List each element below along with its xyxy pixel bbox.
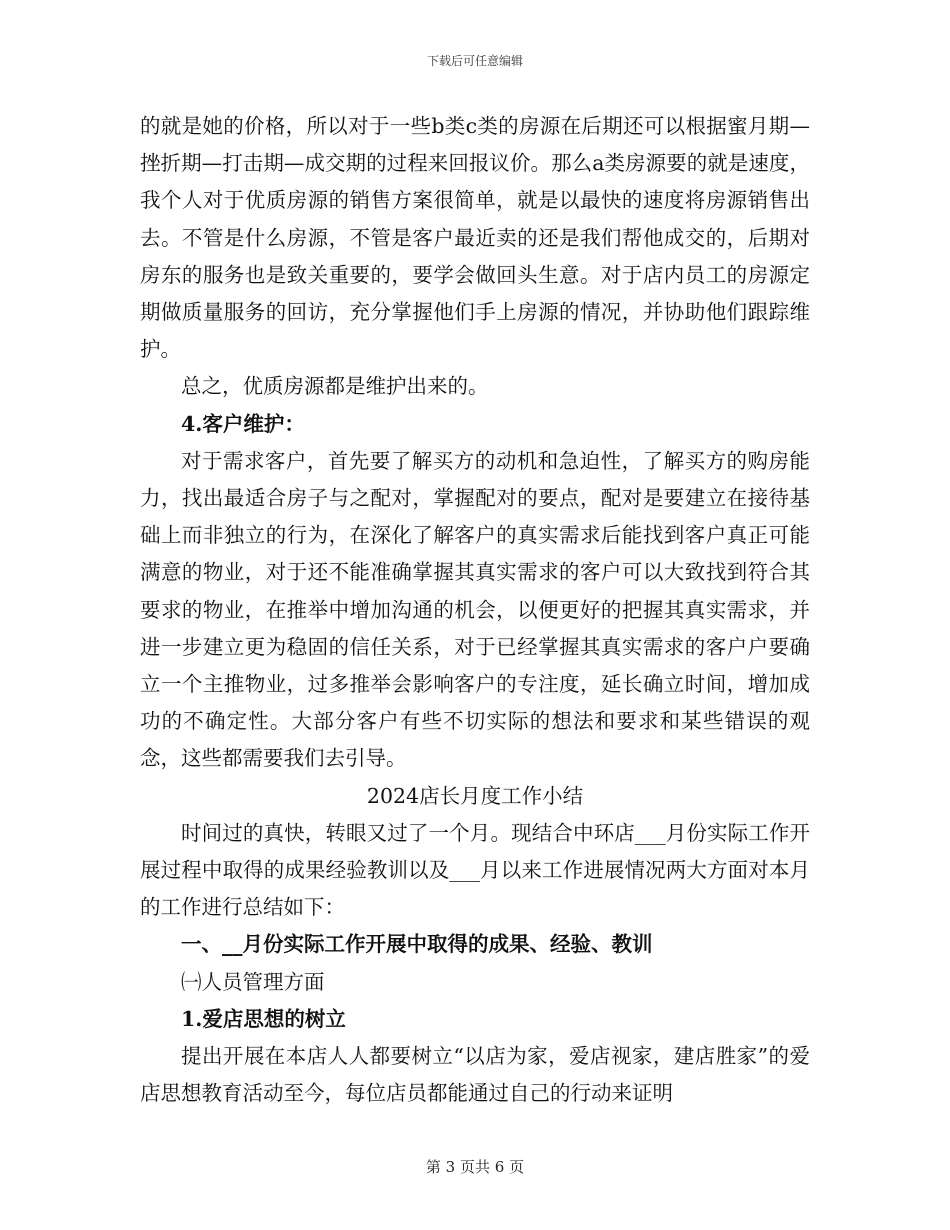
paragraph-housing-maintenance: 的就是她的价格，所以对于一些b类c类的房源在后期还可以根据蜜月期—挫折期—打击期—成交期的过程来回报议价。那么a类房源要的就是速度，我个人对于优质房源的销售方案很简单，就是以最快的速度将房源销售出去。不管是什么房源，不管是客户最近卖的还是我们帮他成交的，后期对房东的服务也是致关重要的，要学会做回头生意。对于店内员工的房源定期做质量服务的回访，充分掌握他们手上房源的情况，并协助他们跟踪维护。	[140, 114, 810, 362]
document-title: 2024店长月度工作小结	[366, 783, 584, 808]
heading-store-loyalty: 1.爱店思想的树立	[181, 1006, 346, 1031]
paragraph-store-loyalty: 提出开展在本店人人都要树立“以店为家，爱店视家，建店胜家”的爱店思想教育活动至今，每位店员都能通过自己的行动来证明	[140, 1044, 810, 1106]
subheading-staff-management: ㈠人员管理方面	[181, 969, 325, 994]
heading-customer-maintenance: 4.客户维护：	[181, 411, 305, 436]
document-body	[140, 108, 810, 1112]
heading-section-one: 一、__月份实际工作开展中取得的成果、经验、教训	[181, 932, 653, 957]
paragraph-intro: 时间过的真快，转眼又过了一个月。现结合中环店___月份实际工作开展过程中取得的成果经验教训以及___月以来工作进展情况两大方面对本月的工作进行总结如下：	[140, 820, 810, 920]
page-footer: 第 3 页共 6 页	[425, 1158, 525, 1176]
paragraph-customer-maintenance: 对于需求客户，首先要了解买方的动机和急迫性，了解买方的购房能力，找出最适合房子与之配对，掌握配对的要点，配对是要建立在接待基础上而非独立的行为，在深化了解客户的真实需求后能找到客户真正可能满意的物业，对于还不能准确掌握其真实需求的客户可以大致找到符合其要求的物业，在推举中增加沟通的机会，以便更好的把握其真实需求，并进一步建立更为稳固的信任关系，对于已经掌握其真实需求的客户户要确立一个主推物业，过多推举会影响客户的专注度，延长确立时间，增加成功的不确定性。大部分客户有些不切实际的想法和要求和某些错误的观念，这些都需要我们去引导。	[140, 448, 810, 771]
page-header: 下载后可任意编辑	[426, 54, 523, 68]
paragraph-summary: 总之，优质房源都是维护出来的。	[181, 374, 489, 399]
